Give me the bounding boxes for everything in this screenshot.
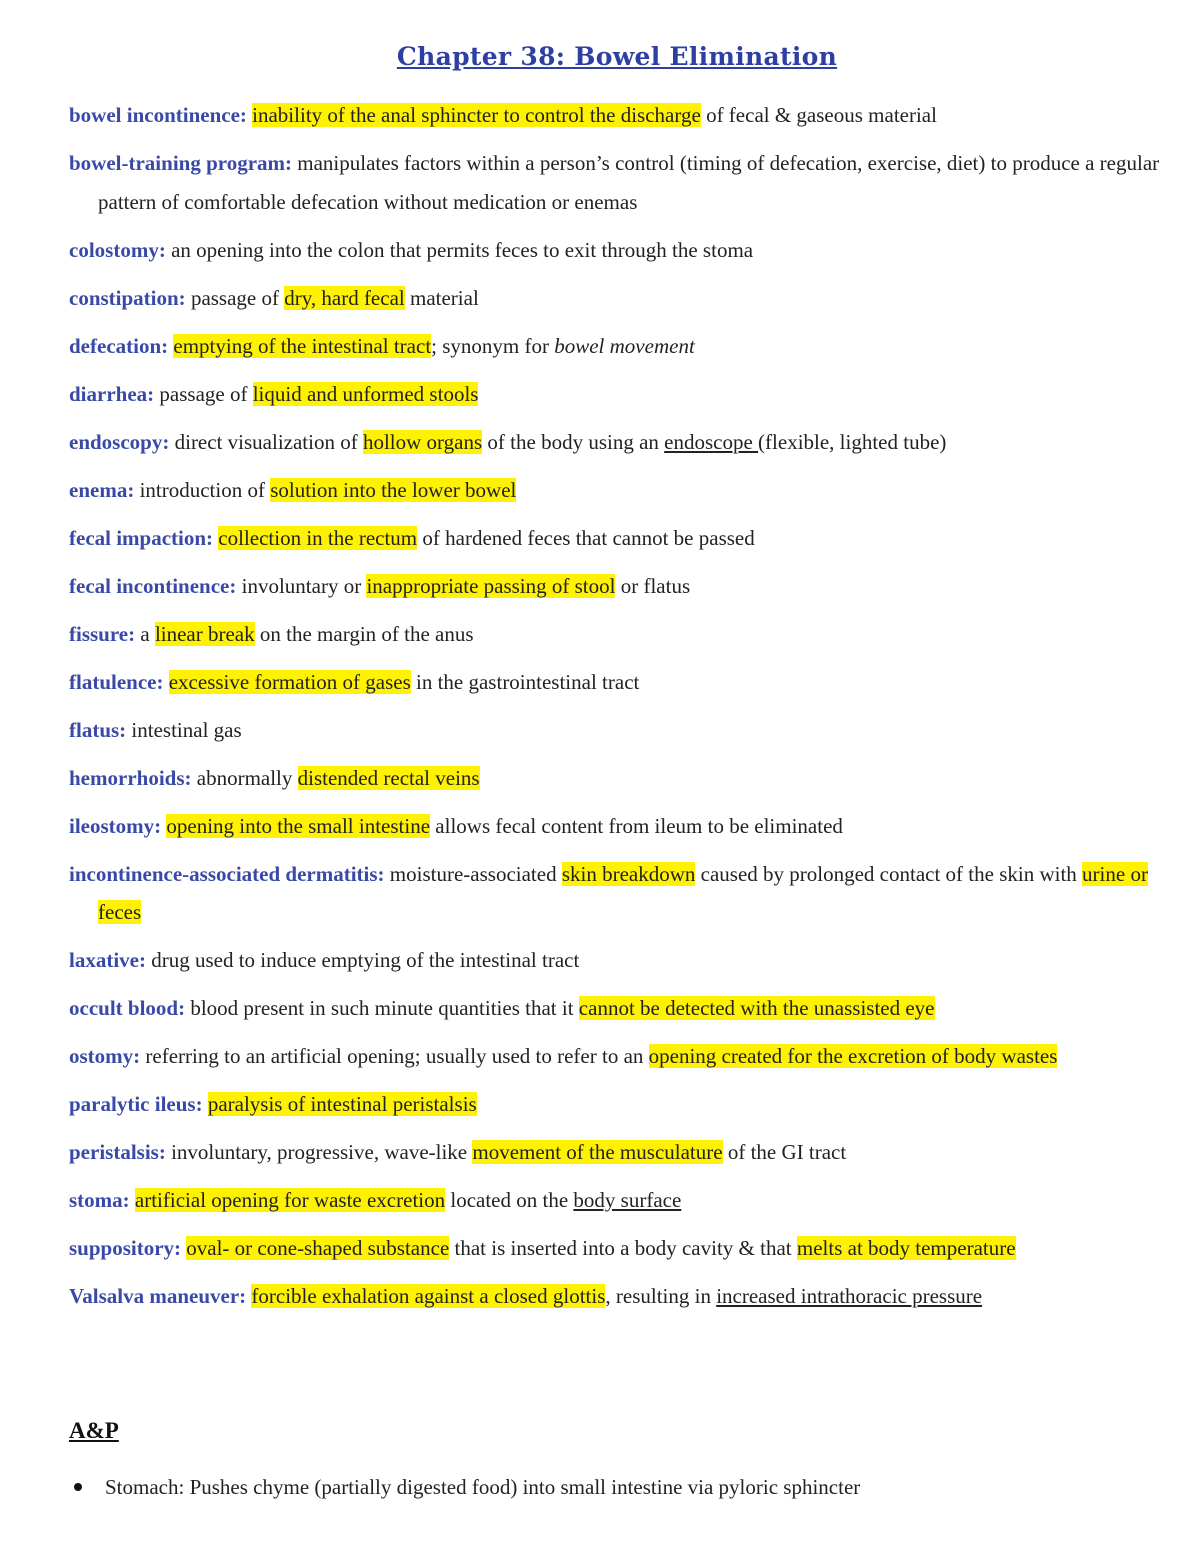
definition-text: passage of xyxy=(154,381,253,406)
glossary-entry xyxy=(69,615,1164,654)
definition-text: on the margin of the anus xyxy=(254,621,474,646)
glossary-entry xyxy=(69,1085,1164,1124)
bullet-icon xyxy=(74,1483,82,1491)
glossary-term: Valsalva maneuver: xyxy=(69,1284,247,1308)
highlighted-text: solution into the lower bowel xyxy=(270,477,517,502)
glossary-term: flatus: xyxy=(69,717,127,742)
glossary-entry xyxy=(69,1181,1164,1220)
definition-text: an opening into the colon that permits feces to exit through the stoma xyxy=(165,237,754,262)
definition-text: , resulting in xyxy=(605,1284,717,1308)
highlighted-text: urine or feces xyxy=(98,861,1148,924)
definition-text: or flatus xyxy=(615,573,691,598)
highlighted-text: paralysis of intestinal peristalsis xyxy=(207,1092,477,1116)
glossary-term: stoma: xyxy=(69,1188,130,1212)
underlined-text: body surface xyxy=(573,1188,682,1212)
glossary-term: endoscopy: xyxy=(69,429,170,454)
definition-text: located on the xyxy=(445,1188,574,1212)
glossary-term: colostomy: xyxy=(69,237,166,262)
glossary-entry xyxy=(69,989,1164,1028)
highlighted-text: movement of the musculature xyxy=(472,1140,723,1164)
bullet-list xyxy=(69,1468,860,1506)
highlighted-text: emptying of the intestinal tract xyxy=(173,333,432,358)
glossary-entry xyxy=(69,1133,1164,1172)
definition-text: involuntary or xyxy=(236,573,367,598)
glossary-term: occult blood: xyxy=(69,996,186,1020)
definition-text: (flexible, lighted tube) xyxy=(758,429,947,454)
highlighted-text: forcible exhalation against a closed glottis xyxy=(251,1284,606,1308)
definition-text: of hardened feces that cannot be passed xyxy=(417,525,755,550)
section-heading: A&P xyxy=(69,1418,119,1443)
glossary-term: fissure: xyxy=(69,621,136,646)
highlighted-text: dry, hard fecal xyxy=(284,285,405,310)
definition-text: passage of xyxy=(185,285,285,310)
glossary-entry xyxy=(69,519,1164,558)
glossary-entry xyxy=(69,855,1164,932)
definition-text: direct visualization of xyxy=(169,429,363,454)
definition-text: manipulates factors within a person’s control (timing of defecation, exercise, diet) to produce a regular pattern of comfortable defecation without medication or enemas xyxy=(98,151,1160,214)
page-title: Chapter 38: Bowel Elimination xyxy=(396,42,838,71)
glossary-term: constipation: xyxy=(69,285,186,310)
glossary-term: enema: xyxy=(69,477,135,502)
glossary-term: hemorrhoids: xyxy=(69,765,192,790)
highlighted-text: hollow organs xyxy=(362,429,483,454)
glossary-entry xyxy=(69,471,1164,510)
glossary-list xyxy=(69,96,1164,1325)
definition-text: of fecal & gaseous material xyxy=(700,103,937,127)
highlighted-text: liquid and unformed stools xyxy=(252,381,479,406)
definition-text: of the body using an xyxy=(482,429,665,454)
highlighted-text: collection in the rectum xyxy=(218,525,418,550)
glossary-entry xyxy=(69,327,1164,366)
glossary-term: suppository: xyxy=(69,1236,182,1260)
bullet-text: Stomach: Pushes chyme (partially digested food) into small intestine via pyloric sphincter xyxy=(105,1475,861,1499)
glossary-entry xyxy=(69,144,1164,221)
highlighted-text: inappropriate passing of stool xyxy=(366,573,616,598)
glossary-entry xyxy=(69,1037,1164,1076)
definition-text: moisture-associated xyxy=(384,861,562,886)
definition-text: caused by prolonged contact of the skin with xyxy=(695,861,1083,886)
glossary-term: laxative: xyxy=(69,948,146,972)
glossary-entry xyxy=(69,279,1164,318)
definition-text: of the GI tract xyxy=(722,1140,847,1164)
definition-text: abnormally xyxy=(191,765,298,790)
definition-text: introduction of xyxy=(134,477,271,502)
glossary-entry xyxy=(69,711,1164,750)
glossary-term: paralytic ileus: xyxy=(69,1092,203,1116)
highlighted-text: excessive formation of gases xyxy=(168,669,411,694)
definition-text: material xyxy=(404,285,479,310)
glossary-term: incontinence-associated dermatitis: xyxy=(69,861,385,886)
definition-text: ; synonym for xyxy=(431,333,555,358)
highlighted-text: distended rectal veins xyxy=(297,765,480,790)
glossary-term: bowel incontinence: xyxy=(69,103,247,127)
definition-text: blood present in such minute quantities that it xyxy=(185,996,579,1020)
glossary-entry xyxy=(69,231,1164,270)
underlined-text: endoscope xyxy=(664,429,759,454)
glossary-term: ileostomy: xyxy=(69,813,162,838)
glossary-entry xyxy=(69,807,1164,846)
glossary-term: diarrhea: xyxy=(69,381,155,406)
definition-text xyxy=(163,670,168,694)
glossary-term: fecal incontinence: xyxy=(69,573,237,598)
glossary-entry xyxy=(69,759,1164,798)
glossary-entry xyxy=(69,663,1164,702)
glossary-entry xyxy=(69,96,1164,135)
definition-text: in the gastrointestinal tract xyxy=(410,669,640,694)
glossary-entry xyxy=(69,375,1164,414)
highlighted-text: linear break xyxy=(154,621,255,646)
glossary-term: flatulence: xyxy=(69,669,164,694)
definition-text: intestinal gas xyxy=(126,717,242,742)
glossary-term: peristalsis: xyxy=(69,1140,166,1164)
highlighted-text: inability of the anal sphincter to control the discharge xyxy=(252,103,701,127)
bullet-item xyxy=(69,1468,860,1506)
highlighted-text: opening created for the excretion of body wastes xyxy=(648,1044,1058,1068)
glossary-entry xyxy=(69,423,1164,462)
definition-text: referring to an artificial opening; usually used to refer to an xyxy=(140,1044,649,1068)
glossary-entry xyxy=(69,1277,1164,1316)
glossary-entry xyxy=(69,1229,1164,1268)
highlighted-text: cannot be detected with the unassisted eye xyxy=(578,996,935,1020)
glossary-term: defecation: xyxy=(69,333,169,358)
highlighted-text: melts at body temperature xyxy=(796,1236,1016,1260)
glossary-term: bowel-training program: xyxy=(69,151,293,175)
glossary-entry xyxy=(69,941,1164,980)
definition-text: involuntary, progressive, wave-like xyxy=(165,1140,473,1164)
glossary-entry xyxy=(69,567,1164,606)
glossary-term: ostomy: xyxy=(69,1044,141,1068)
highlighted-text: opening into the small intestine xyxy=(166,813,431,838)
highlighted-text: skin breakdown xyxy=(561,861,696,886)
highlighted-text: oval- or cone-shaped substance xyxy=(186,1236,450,1260)
glossary-term: fecal impaction: xyxy=(69,525,214,550)
underlined-text: increased intrathoracic pressure xyxy=(716,1284,983,1308)
definition-text: a xyxy=(135,621,155,646)
definition-text: that is inserted into a body cavity & that xyxy=(449,1236,797,1260)
definition-text: allows fecal content from ileum to be eliminated xyxy=(430,813,843,838)
definition-text: drug used to induce emptying of the intestinal tract xyxy=(145,948,580,972)
italic-text: bowel movement xyxy=(554,333,695,358)
highlighted-text: artificial opening for waste excretion xyxy=(134,1188,446,1212)
